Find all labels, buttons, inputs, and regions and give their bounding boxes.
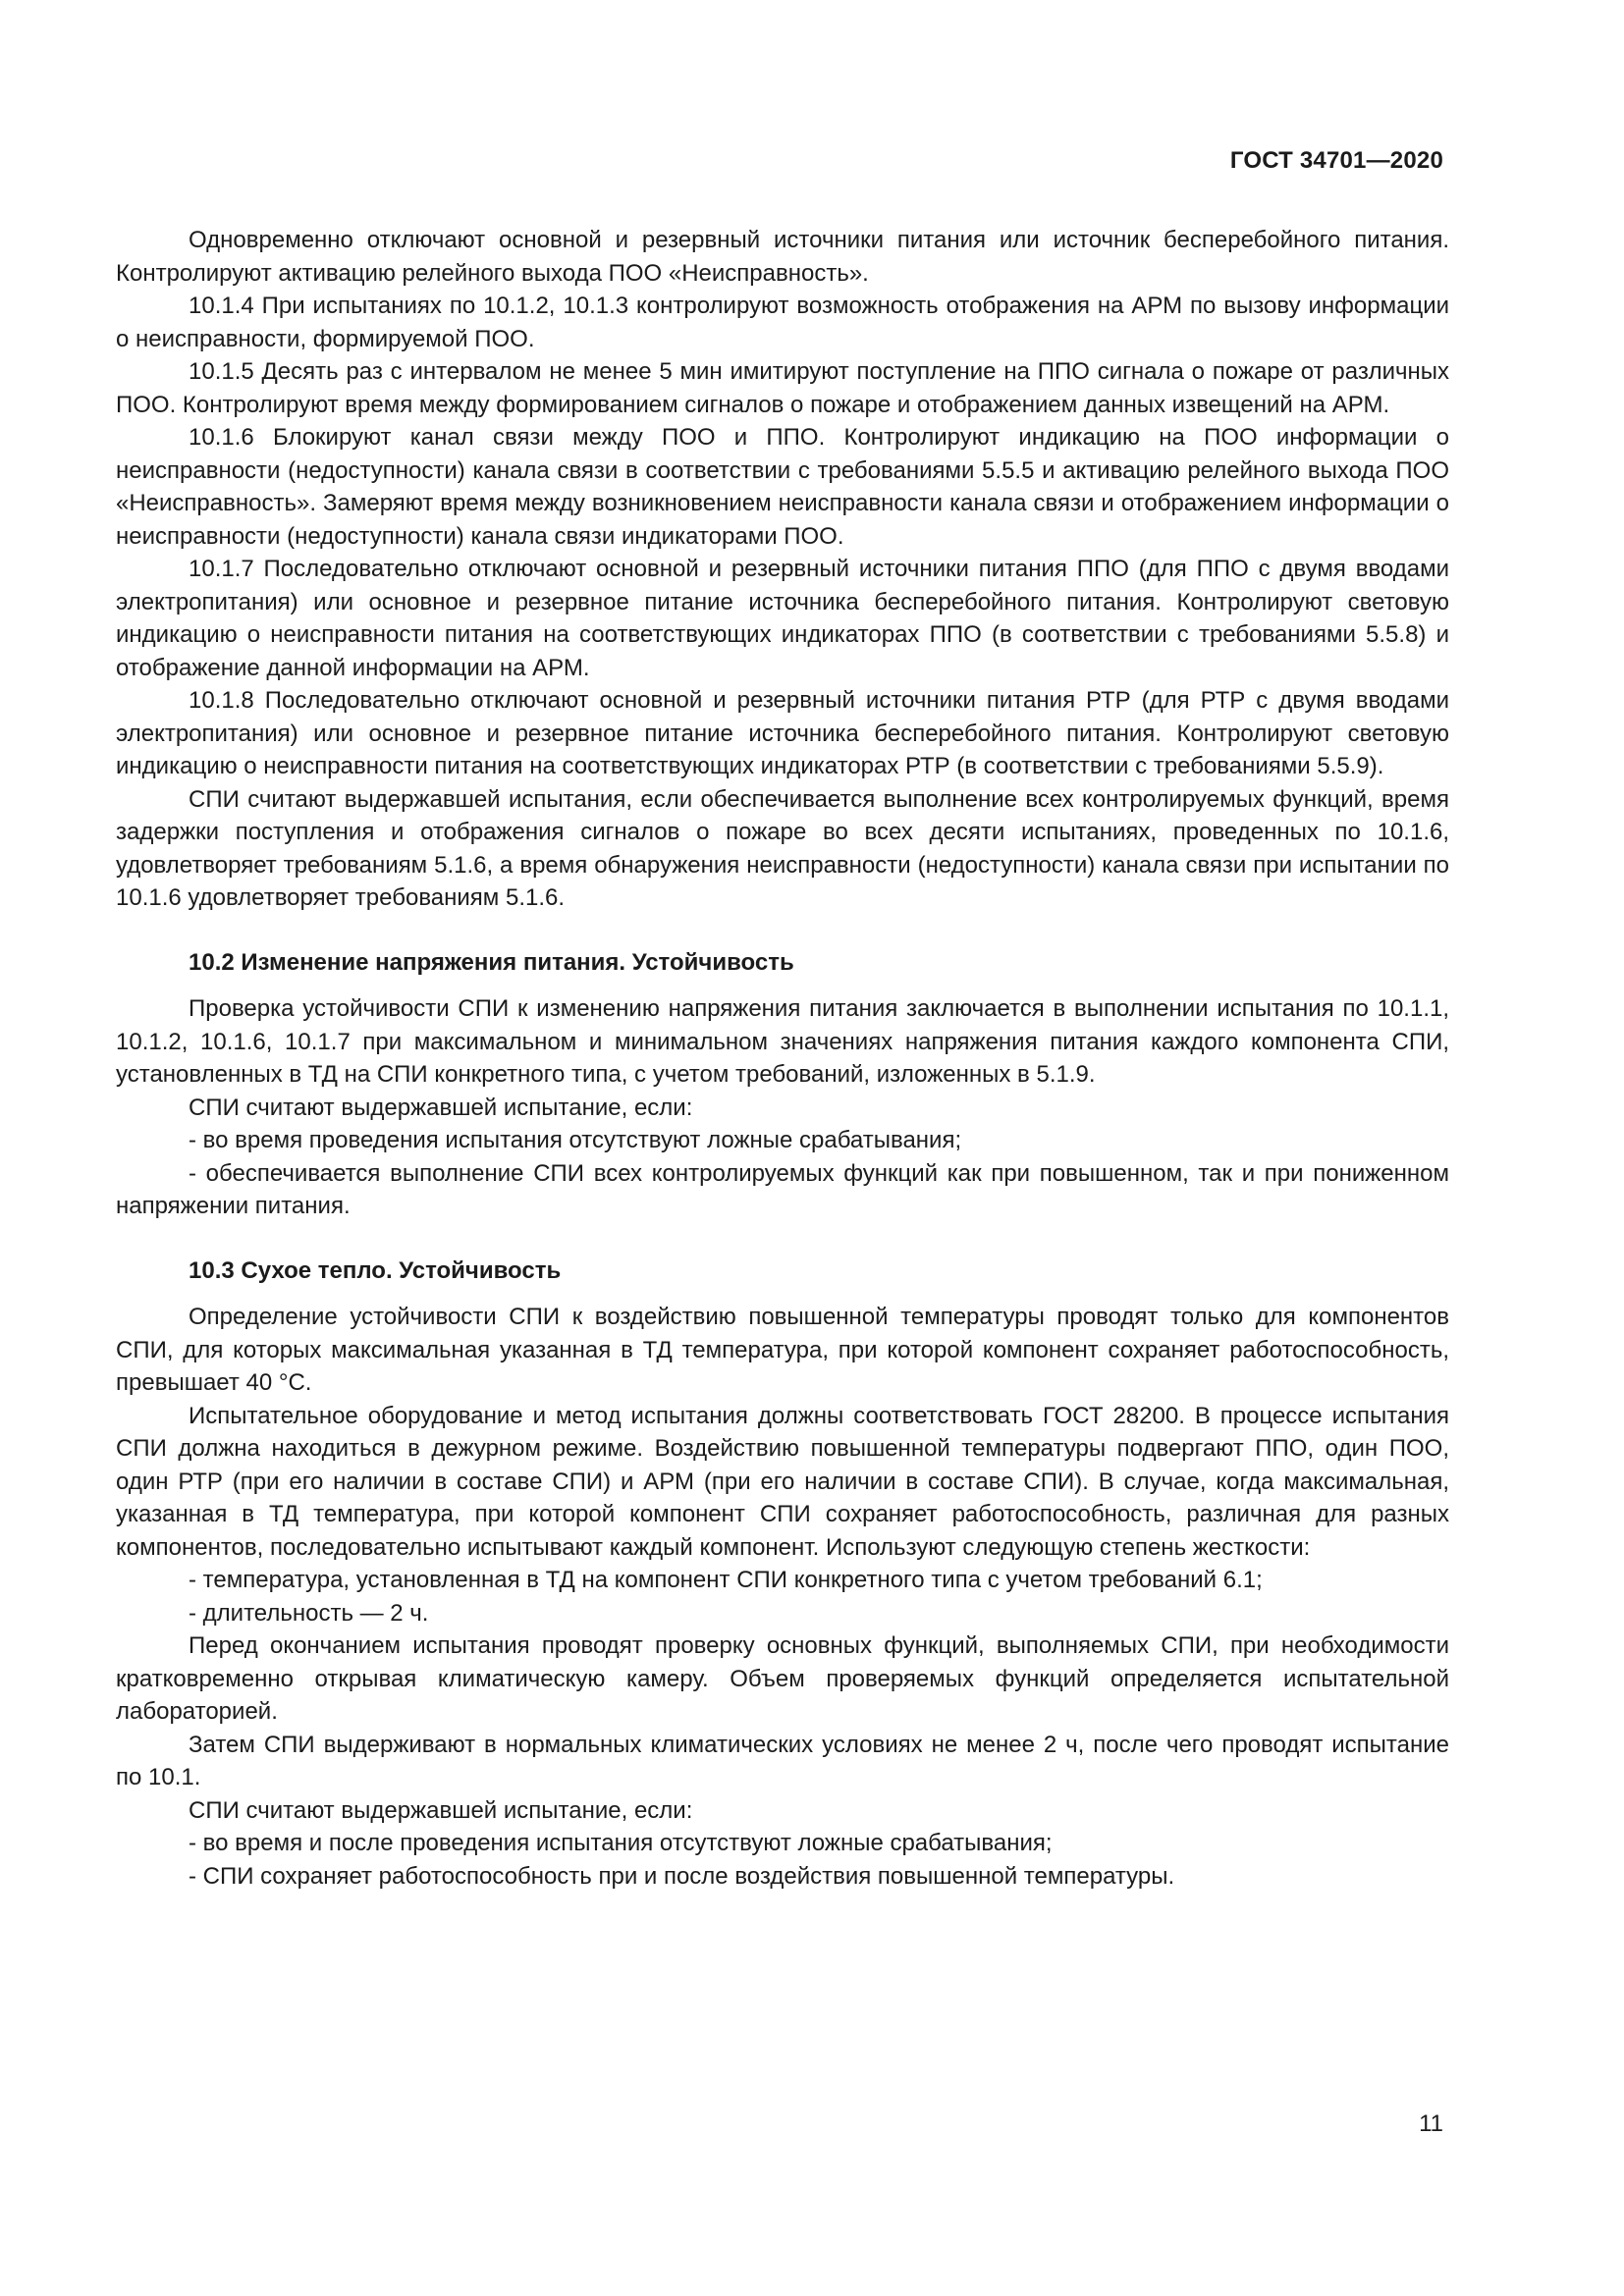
paragraph: СПИ считают выдержавшей испытание, если: [189,1796,693,1824]
paragraph: Проверка устойчивости СПИ к изменению напряжения питания заключается в выполнении испытания по 10.1.1, 10.1.2, 10.1.6, 10.1.7 при максимальном и минимальном значениях напряжения питания каждого компонента СПИ, установленных в ТД на СПИ конкретного типа, с учетом требований, изложенных в 5.1.9. [116,995,1449,1088]
paragraph: Определение устойчивости СПИ к воздействию повышенной температуры проводят только для компонентов СПИ, для которых максимальная указанная в ТД температура, при которой компонент сохраняет работоспособность, превышает 40 °С. [116,1304,1449,1396]
list-item: - температура, установленная в ТД на компонент СПИ конкретного типа с учетом требований 6.1; [189,1567,1263,1593]
paragraph: Перед окончанием испытания проводят проверку основных функций, выполняемых СПИ, при необходимости кратковременно открывая климатическую камеру. Объем проверяемых функций определяется испытательной лабораторией. [116,1632,1449,1725]
list-item: - длительность — 2 ч. [189,1599,429,1627]
paragraph: Затем СПИ выдерживают в нормальных климатических условиях не менее 2 ч, после чего проводят испытание по 10.1. [116,1731,1449,1790]
paragraph: Одновременно отключают основной и резервный источники питания или источник бесперебойного питания. Контролируют активацию релейного выхода ПОО «Неисправность». [116,227,1449,287]
paragraph-conclusion: СПИ считают выдержавшей испытания, если обеспечивается выполнение всех контролируемых функций, время задержки поступления и отображения сигналов о пожаре во всех десяти испытаниях, проведенных по 10.1.6, удовлетворяет требованиям 5.1.6, а время обнаружения неисправности (недоступности) канала связи при испытании по 10.1.6 удовлетворяет требованиям 5.1.6. [116,785,1449,911]
list-item: - во время и после проведения испытания отсутствуют ложные срабатывания; [189,1830,1053,1856]
list-item: - СПИ сохраняет работоспособность при и после воздействия повышенной температуры. [189,1862,1175,1890]
paragraph-10-1-8: 10.1.8 Последовательно отключают основной и резервный источники питания РТР (для РТР с двумя вводами электропитания) или основное и резервное питание источника бесперебойного питания. Контролируют световую индикацию о неисправности питания на соответствующих индикаторах РТР (в соответствии с требованиями 5.5.9). [116,687,1449,779]
paragraph: Испытательное оборудование и метод испытания должны соответствовать ГОСТ 28200. В процессе испытания СПИ должна находиться в дежурном режиме. Воздействию повышенной температуры подвергают ППО, один ПОО, один РТР (при его наличии в составе СПИ) и АРМ (при его наличии в составе СПИ). В случае, когда максимальная, указанная в ТД температура, при которой компонент СПИ сохраняет работоспособность, различная для разных компонентов, последовательно испытывают каждый компонент. Используют следующую степень жесткости: [116,1402,1449,1561]
document-body [116,224,1449,1893]
section-heading-10-3: 10.3 Сухое тепло. Устойчивость [189,1256,562,1284]
paragraph-10-1-5: 10.1.5 Десять раз с интервалом не менее 5 мин имитируют поступление на ППО сигнала о пожаре от различных ПОО. Контролируют время между формированием сигналов о пожаре и отображением данных извещений на АРМ. [116,358,1449,418]
list-item: - во время проведения испытания отсутствуют ложные срабатывания; [189,1127,962,1153]
page-number: 11 [1419,2110,1443,2137]
document-header-title: ГОСТ 34701—2020 [1229,147,1443,174]
paragraph-10-1-6: 10.1.6 Блокируют канал связи между ПОО и ППО. Контролируют индикацию на ПОО информации о неисправности (недоступности) канала связи в соответствии с требованиями 5.5.5 и активацию релейного выхода ПОО «Неисправность». Замеряют время между возникновением неисправности канала связи и отображением информации о неисправности (недоступности) канала связи индикаторами ПОО. [116,424,1449,550]
paragraph: СПИ считают выдержавшей испытание, если: [189,1094,693,1121]
paragraph-10-1-7: 10.1.7 Последовательно отключают основной и резервный источники питания ППО (для ППО с двумя вводами электропитания) или основное и резервное питание источника бесперебойного питания. Контролируют световую индикацию о неисправности питания на соответствующих индикаторах ППО (в соответствии с требованиями 5.5.8) и отображение данной информации на АРМ. [116,556,1449,681]
list-item: - обеспечивается выполнение СПИ всех контролируемых функций как при повышенном, так и при пониженном напряжении питания. [116,1159,1449,1219]
paragraph-10-1-4: 10.1.4 При испытаниях по 10.1.2, 10.1.3 контролируют возможность отображения на АРМ по вызову информации о неисправности, формируемой ПОО. [116,293,1449,352]
section-heading-10-2: 10.2 Изменение напряжения питания. Устойчивость [189,948,794,976]
